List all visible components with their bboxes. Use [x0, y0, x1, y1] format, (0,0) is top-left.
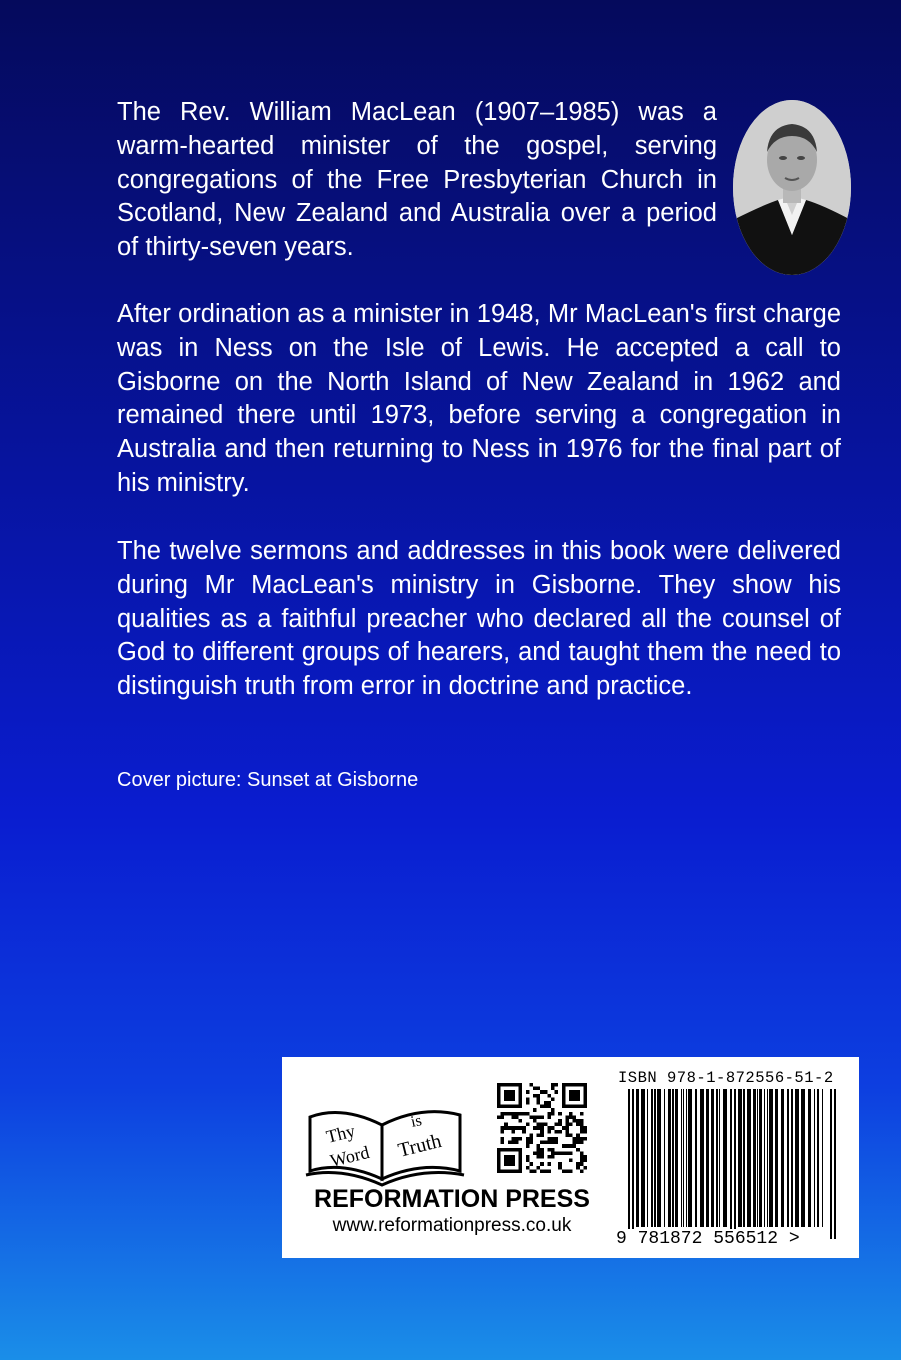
qr-code [497, 1083, 587, 1173]
logo-word-thy: Thy [324, 1120, 358, 1147]
logo-word-word: Word [328, 1141, 372, 1171]
publisher-barcode-panel [282, 1057, 859, 1258]
isbn-barcode [628, 1089, 838, 1239]
logo-word-truth: Truth [395, 1129, 444, 1162]
cover-credit: Cover picture: Sunset at Gisborne [117, 769, 419, 791]
open-book-logo [302, 1087, 467, 1187]
book-description-paragraph: The twelve sermons and addresses in this book were delivered during Mr MacLean's ministry in Gisborne. They show his qualities as a faithful preacher who declared all the counsel of God to different groups of hearers, and taught them the need to distinguish truth from error in doctrine and practice. [117, 537, 841, 701]
publisher-url: www.reformationpress.co.uk [332, 1215, 572, 1236]
biography-paragraph: The Rev. William MacLean (1907–1985) was a warm-hearted minister of the gospel, serving congregations of the Free Presbyterian Church in Scotland, New Zealand and Australia over a period of thirty-seven years. [117, 98, 717, 262]
barcode-digits: 9 781872 556512 > [616, 1229, 800, 1249]
author-portrait [733, 100, 851, 275]
publisher-name: REFORMATION PRESS [314, 1185, 590, 1213]
ministry-paragraph: After ordination as a minister in 1948, Mr MacLean's first charge was in Ness on the Isle of Lewis. He accepted a call to Gisborne on the North Island of New Zealand in 1962 and remained there until 1973, before serving a congregation in Australia and then returning to Ness in 1976 for the final part of his ministry. [117, 300, 841, 497]
isbn-label: ISBN 978-1-872556-51-2 [618, 1069, 834, 1087]
logo-word-is: is [409, 1112, 424, 1131]
